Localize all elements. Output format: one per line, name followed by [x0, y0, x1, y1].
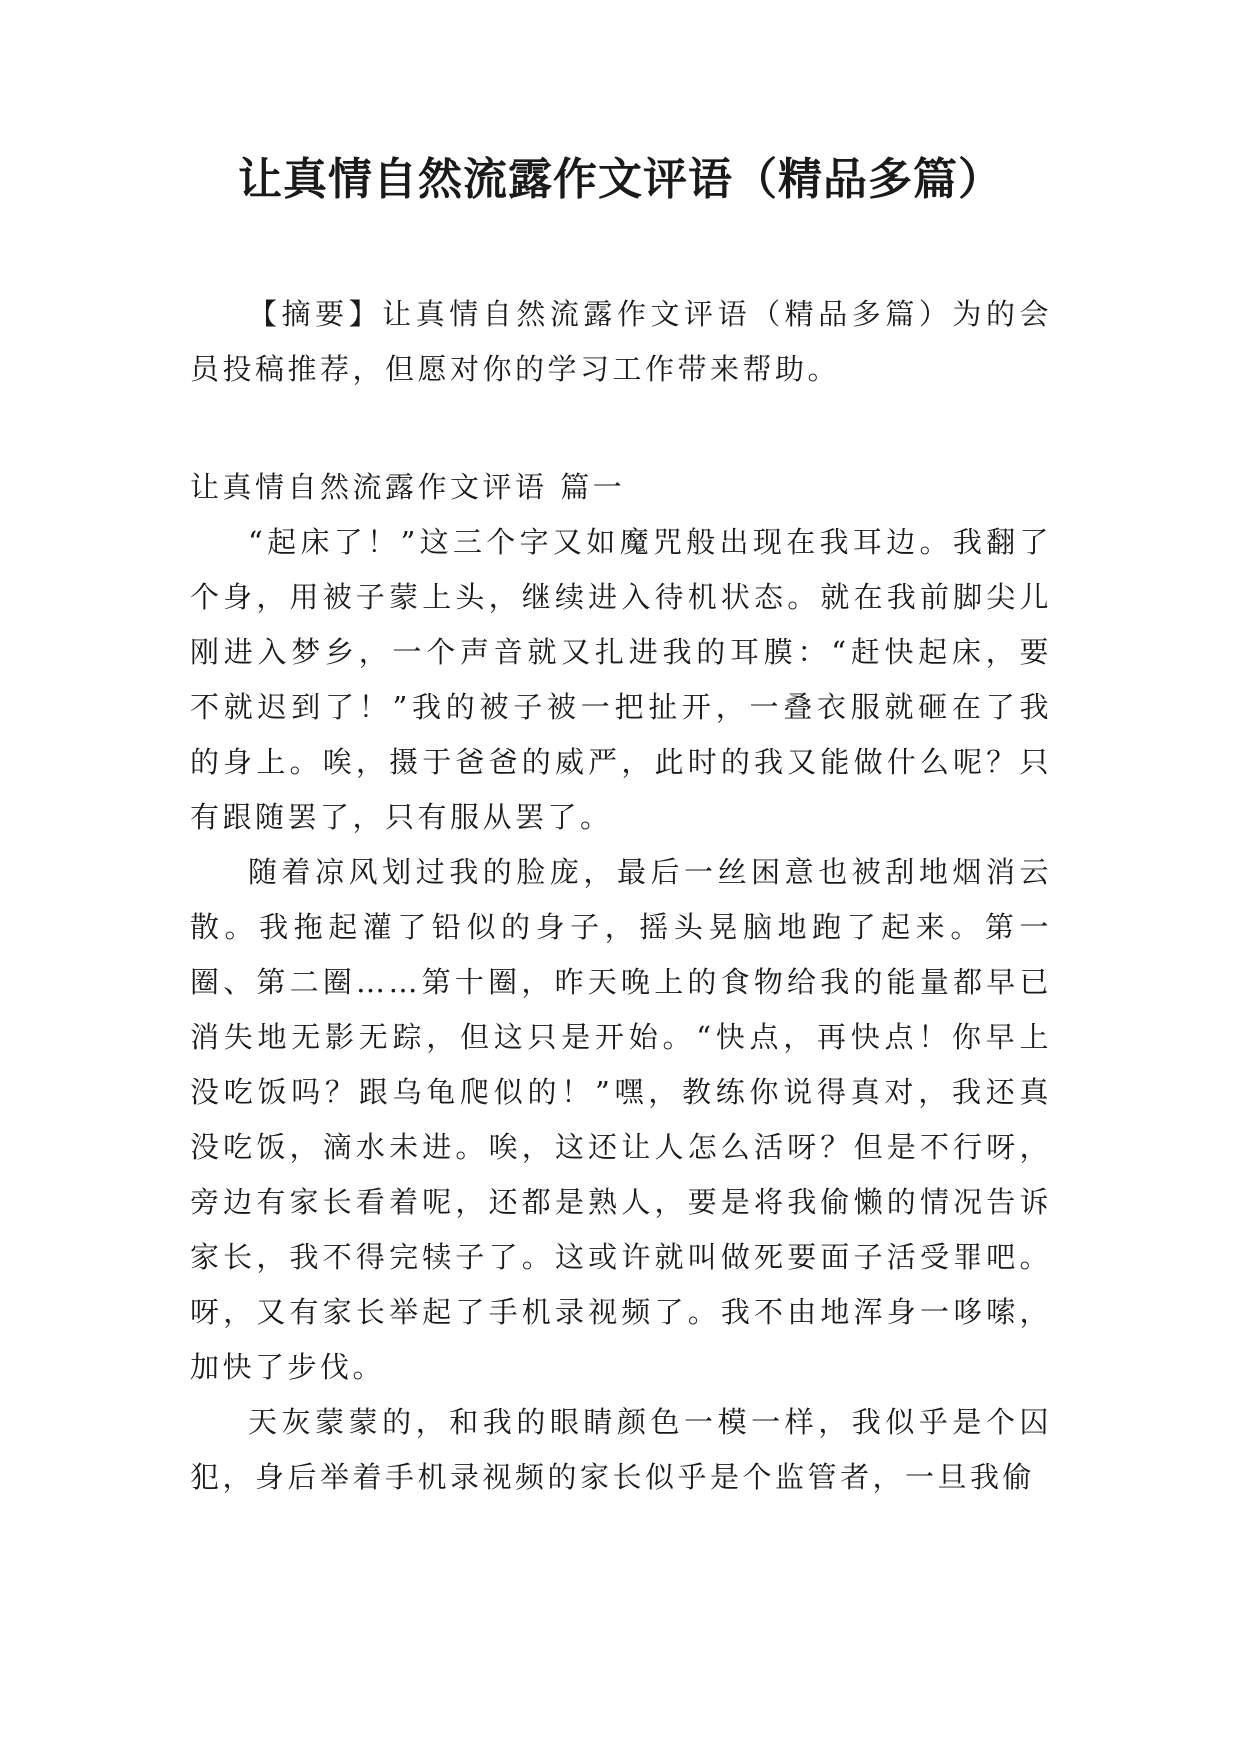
document-title: 让真情自然流露作文评语（精品多篇）	[238, 154, 1003, 205]
body-paragraph: 随着凉风划过我的脸庞，最后一丝困意也被刮地烟消云散。我拖起灌了铅似的身子，摇头晃脑地跑了起来。第一圈、第二圈……第十圈，昨天晚上的食物给我的能量都早已消失地无影无踪，但这只是开始。“快点，再快点！你早上没吃饭吗？跟乌龟爬似的！”嘿，教练你说得真对，我还真没吃饭，滴水未进。唉，这还让人怎么活呀？但是不行呀，旁边有家长看着呢，还都是熟人，要是将我偷懒的情况告诉家长，我不得完犊子了。这或许就叫做死要面子活受罪吧。呀，又有家长举起了手机录视频了。我不由地浑身一哆嗦，加快了步伐。	[190, 855, 1052, 1384]
section-heading: 让真情自然流露作文评语 篇一	[190, 470, 626, 504]
abstract-paragraph: 【摘要】让真情自然流露作文评语（精品多篇）为的会员投稿推荐，但愿对你的学习工作带来帮助。	[190, 297, 1052, 386]
body-paragraph: 天灰蒙蒙的，和我的眼睛颜色一模一样，我似乎是个囚犯，身后举着手机录视频的家长似乎是个监管者，一旦我偷	[190, 1405, 1052, 1494]
body-paragraph: “起床了！”这三个字又如魔咒般出现在我耳边。我翻了个身，用被子蒙上头，继续进入待机状态。就在我前脚尖儿刚进入梦乡，一个声音就又扎进我的耳膜：“赶快起床，要不就迟到了！”我的被子被一把扯开，一叠衣服就砸在了我的身上。唉，摄于爸爸的威严，此时的我又能做什么呢？只有跟随罢了，只有服从罢了。	[190, 525, 1052, 834]
article-body	[190, 515, 1052, 1505]
